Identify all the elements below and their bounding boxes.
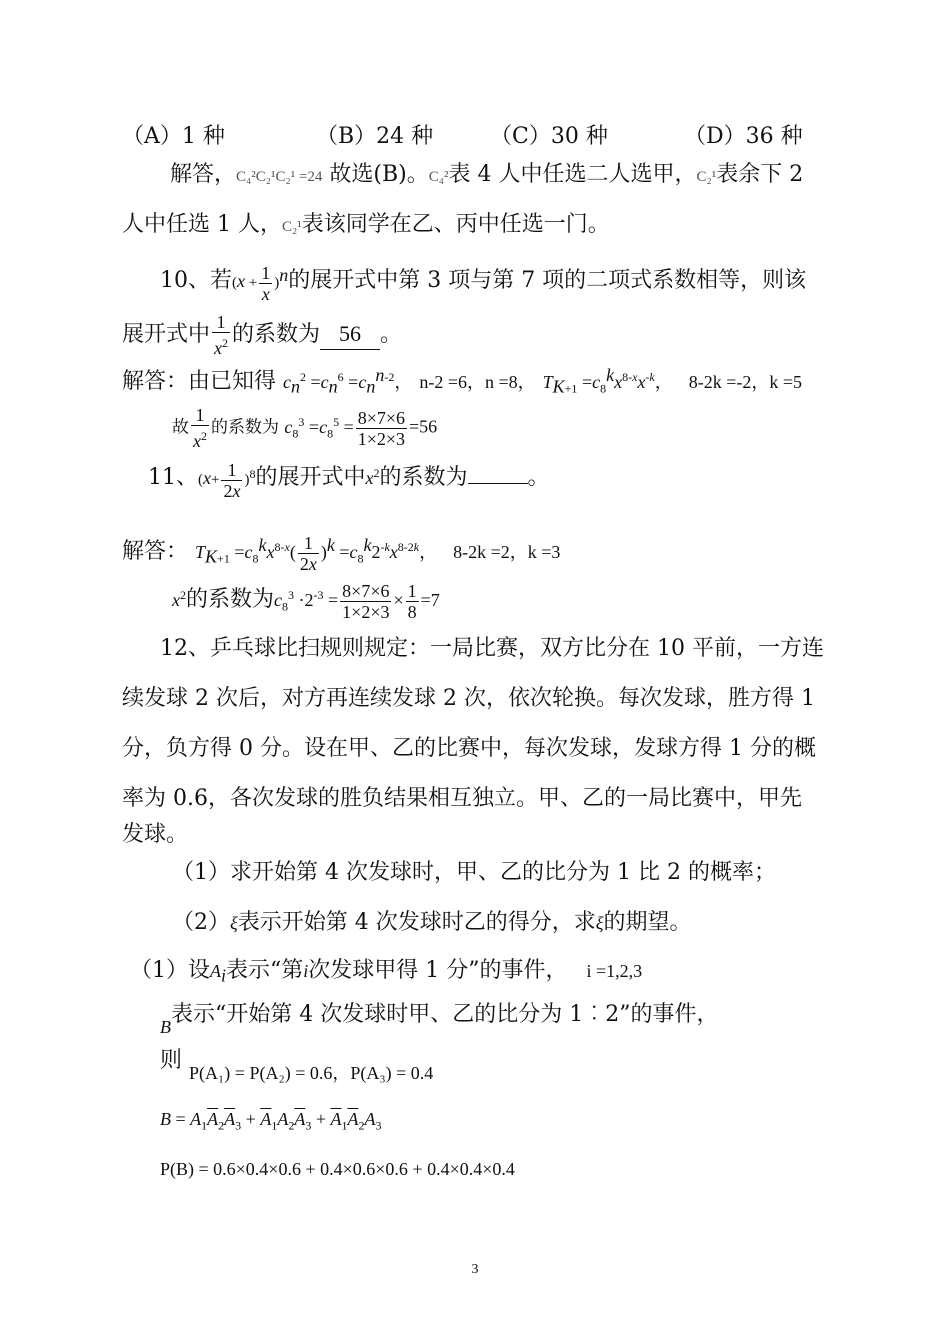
- q12-s1-d: i =1,2,3: [586, 961, 643, 981]
- q9-line2-c: C₂¹: [281, 219, 302, 235]
- q12-solution-line2: [160, 1000, 719, 1037]
- q10-question-line2: [122, 312, 402, 358]
- q9-solution-line2: [122, 210, 610, 242]
- q9-text3: 表余下 2: [716, 162, 804, 187]
- q12-part1: （1）求开始第 4 次发球时，甲、乙的比分为 1 比 2 的概率；: [172, 860, 776, 885]
- q12-s1-a: （1）设: [130, 958, 210, 983]
- q11-question: [148, 458, 550, 501]
- xi-symbol: ξ: [230, 913, 238, 933]
- xi-symbol: ξ: [595, 913, 604, 933]
- q12-part2: [172, 908, 691, 938]
- q11-sol2-calc: $c_8^3 \cdot 2^{-3}$ = $\frac{8\times 7\times 6}{1\times 2\times 3}$ × $\frac{1}{8}$: [274, 581, 417, 623]
- q12-s5: P(B) = 0.6×0.4×0.6 + 0.4×0.6×0.6 + 0.4×0.4×0.4: [160, 1159, 515, 1179]
- q11-sol2-b: 的系数为: [186, 587, 275, 612]
- q11-sol-label: 解答：: [122, 539, 189, 564]
- q9-text2: 表 4 人中任选二人选甲，: [448, 162, 697, 187]
- q10-binomial: (x + $\frac{1}{x}$ )$^n$: [232, 263, 289, 305]
- q10-solution-line1: [122, 360, 802, 404]
- q10-sol-binom: $c_n^2 =c_n^6 =c_n^{n-2}$，: [283, 365, 413, 397]
- q12-s3-b: P(A₁) = P(A₂) = 0.6，P(A₃) = 0.4: [189, 1063, 434, 1083]
- q10-end: 。: [380, 322, 403, 347]
- q12-s2-b: 表示“开始第 4 次发球时甲、乙的比分为 1︰2”的事件，: [171, 1002, 719, 1027]
- q12-s2-B: B: [160, 1017, 171, 1037]
- q12-s3-a: 则: [160, 1048, 183, 1073]
- q10-prefix: 10、若: [160, 268, 232, 293]
- q12-p2-c: 的期望。: [603, 910, 692, 935]
- q10-line2-a: 展开式中: [122, 322, 211, 347]
- q12-line2: 续发球 2 次后，对方再连续发球 2 次，依次轮换。每次发球，胜方得 1: [122, 686, 815, 711]
- q11-solution-line1: [122, 530, 560, 574]
- q11-suffix2: 的系数为: [379, 465, 468, 490]
- q11-sol-b: 8-2k =2，k =3: [453, 542, 561, 562]
- q12-s1-b: 表示“第: [226, 958, 304, 983]
- q11-solution-line2: [172, 580, 440, 622]
- q11-sol-term: $T_{K+1} =c_8^kx^{8-x}$( $\frac{1}{2x}$ )$^k =c_8^k2^{-k}x^{8-2k}$，: [195, 533, 447, 575]
- q10-sol2-c: =56: [409, 416, 438, 437]
- q12-s1-Ai: $A_i$: [210, 961, 227, 986]
- q11-end: 。: [527, 465, 550, 490]
- q12-solution-line3: [160, 1046, 434, 1083]
- q12-event-B: $B = A_1\overline{A}_2\overline{A}_3 + \overline{A}_1A_2\overline{A}_3 + \overline{A}_1\overline{A}_2A_3$: [160, 1109, 382, 1133]
- q12-s1-i: i: [303, 961, 309, 981]
- q10-sol-b: 8-2k =-2，k =5: [688, 372, 803, 392]
- q12-p2-a: （2）: [172, 910, 230, 935]
- q12-s1-c: 次发球甲得 1 分”的事件，: [308, 958, 568, 983]
- q12-solution-line1: [130, 956, 642, 991]
- q10-suffix: 的展开式中第 3 项与第 7 项的二项式系数相等，则该: [288, 268, 807, 293]
- q12-line5: 发球。: [122, 822, 189, 847]
- q12-line1: 12、乒乓球比扫规则规定：一局比赛，双方比分在 10 平前，一方连: [160, 636, 824, 661]
- q10-line2-b: 的系数为: [232, 322, 321, 347]
- q10-solution-line2: [172, 405, 437, 451]
- q10-sol2-calc: $c_8^3 =c_8^5$ = $\frac{8\times 7\times 6}{1\times 2\times 3}$: [284, 407, 406, 449]
- q11-x2: $x^2$: [365, 466, 380, 488]
- q9-sol-prefix: 解答，: [170, 162, 237, 187]
- q12-line3: 分，负方得 0 分。设在甲、乙的比赛中，每次发球，发球方得 1 分的概: [122, 736, 816, 761]
- q9-c42: C₄²: [428, 169, 449, 185]
- q10-frac-1-over-x: $\frac{1}{x}$: [261, 263, 271, 305]
- q12-p2-b: 表示开始第 4 次发球时乙的得分，求: [237, 910, 596, 935]
- q11-sol2-x2: $x^2$: [172, 588, 186, 610]
- q9-solution-line1: [170, 160, 803, 192]
- q9-c21: C₂¹: [696, 169, 717, 185]
- option-b: （B）24 种: [316, 124, 434, 149]
- q10-sol-a: n-2 =6，n =8，: [419, 372, 536, 392]
- q11-binomial: (x+ $\frac{1}{2x}$ )$^8$: [198, 460, 256, 502]
- q10-sol-label: 解答：由已知得: [122, 369, 277, 394]
- q12-solution-line5: [160, 1154, 515, 1184]
- option-d: （D）36 种: [684, 124, 803, 149]
- q10-frac-1-over-x2: $\frac{1}{x^2}$: [214, 312, 229, 358]
- q12-line4: 率为 0.6，各次发球的胜负结果相互独立。甲、乙的一局比赛中，甲先: [122, 786, 802, 811]
- q10-sol2-frac: $\frac{1}{x^2}$: [193, 405, 207, 451]
- option-c: （C）30 种: [490, 124, 608, 149]
- q9-line2-b: 表该同学在乙、丙中任选一门。: [301, 212, 610, 237]
- q11-suffix: 的展开式中: [255, 465, 366, 490]
- page-number: 3: [471, 1262, 479, 1277]
- q10-sol2-b: 的系数为: [211, 417, 279, 438]
- q9-expr: C₄²C₂¹C₂¹ =24: [236, 169, 323, 185]
- option-a: （A）1 种: [122, 124, 225, 149]
- q9-line2-a: 人中任选 1 人，: [122, 212, 282, 237]
- q9-text1: 故选(B)。: [329, 162, 429, 187]
- q10-sol2-a: 故: [172, 417, 189, 438]
- q11-prefix: 11、: [148, 465, 198, 490]
- q10-sol-term: $T_{K+1} =c_8^kx^{8-x}x^{-k}$，: [542, 365, 682, 397]
- q11-sol2-c: =7: [420, 590, 440, 610]
- q11-blank: [468, 463, 528, 484]
- q10-question-line1: [160, 260, 806, 304]
- q10-answer: 56: [320, 319, 380, 350]
- q12-solution-line4: [160, 1104, 381, 1141]
